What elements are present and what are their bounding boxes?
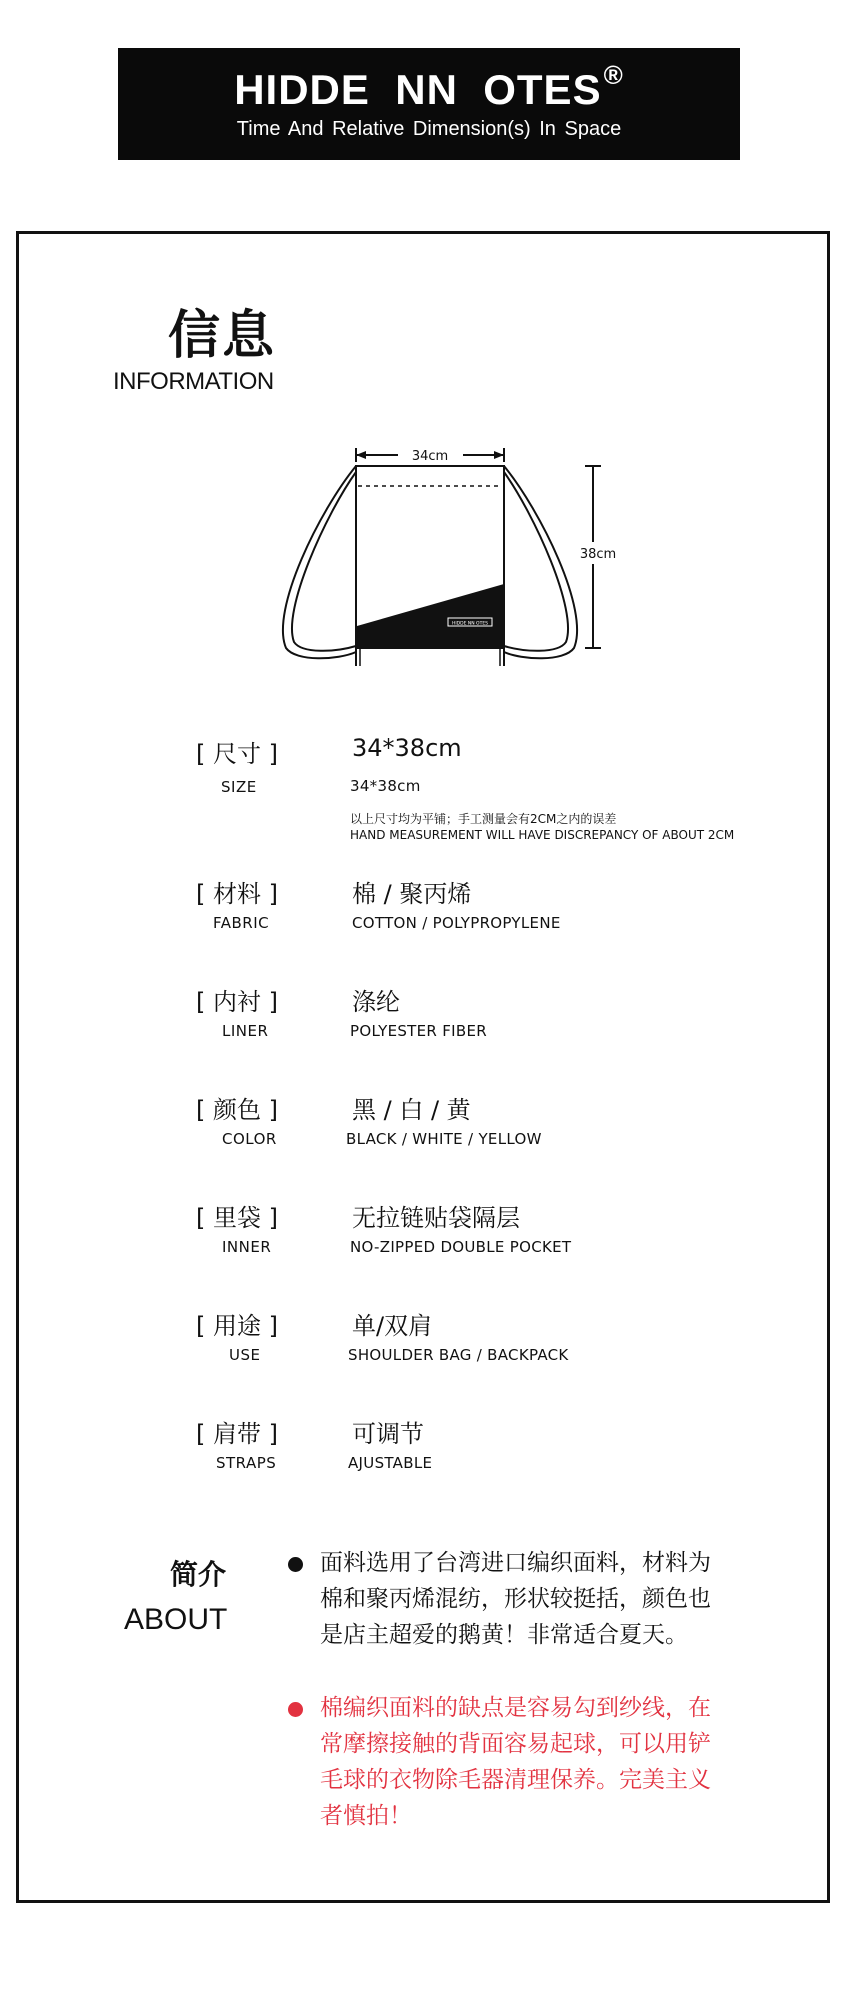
spec-value-en: 34*38cm xyxy=(350,777,421,795)
spec-value-en: COTTON / POLYPROPYLENE xyxy=(352,914,561,932)
spec-label-cn: [ 肩带 ] xyxy=(196,1420,278,1448)
spec-value-cn: 棉 / 聚丙烯 xyxy=(352,880,472,908)
brand-title-text: HIDDE NN OTES xyxy=(234,66,602,113)
registered-mark: ® xyxy=(603,60,624,90)
spec-size-note xyxy=(350,811,734,843)
brand-banner xyxy=(118,48,740,160)
info-title-en: INFORMATION xyxy=(113,368,274,395)
spec-value-cn: 可调节 xyxy=(352,1420,424,1448)
spec-label-cn: [ 颜色 ] xyxy=(196,1096,278,1124)
spec-value-en: AJUSTABLE xyxy=(348,1454,433,1472)
spec-label-en: FABRIC xyxy=(213,914,270,932)
spec-value-en: NO-ZIPPED DOUBLE POCKET xyxy=(350,1238,572,1256)
about-paragraph-care xyxy=(288,1690,728,1834)
spec-label-en: INNER xyxy=(222,1238,272,1256)
spec-value-cn: 黑 / 白 / 黄 xyxy=(352,1096,471,1124)
spec-value-cn: 涤纶 xyxy=(352,988,400,1016)
spec-label-en: COLOR xyxy=(222,1130,277,1148)
note-cn: 以上尺寸均为平铺；手工测量会有2CM之内的误差 xyxy=(350,812,617,826)
note-en: HAND MEASUREMENT WILL HAVE DISCREPANCY OF ABOUT 2CM xyxy=(350,828,735,842)
bullet-icon xyxy=(288,1702,303,1717)
bag-size-diagram xyxy=(280,430,620,680)
height-label: 38cm xyxy=(579,547,617,562)
info-title-cn: 信息 xyxy=(168,305,277,366)
bullet-icon xyxy=(288,1557,303,1572)
about-paragraph-fabric xyxy=(288,1545,728,1653)
about-paragraph-text: 面料选用了台湾进口编织面料，材料为棉和聚丙烯混纺，形状较挺括，颜色也是店主超爱的鹅黄！非常适合夏天。 xyxy=(320,1550,711,1648)
brand-title xyxy=(118,60,740,114)
spec-label-cn: [ 里袋 ] xyxy=(196,1204,278,1232)
spec-label-en: LINER xyxy=(222,1022,269,1040)
spec-label-cn: [ 材料 ] xyxy=(196,880,278,908)
width-label: 34cm xyxy=(411,449,449,464)
spec-value-cn: 单/双肩 xyxy=(352,1312,433,1340)
spec-value-en: POLYESTER FIBER xyxy=(350,1022,487,1040)
spec-value-cn: 34*38cm xyxy=(352,734,462,762)
spec-value-en: SHOULDER BAG / BACKPACK xyxy=(348,1346,569,1364)
spec-label-en: USE xyxy=(229,1346,261,1364)
about-paragraph-text: 棉编织面料的缺点是容易勾到纱线，在常摩擦接触的背面容易起球，可以用铲毛球的衣物除毛器清理保养。完美主义者慎拍！ xyxy=(320,1695,711,1829)
spec-label-cn: [ 尺寸 ] xyxy=(196,740,278,768)
spec-value-en: BLACK / WHITE / YELLOW xyxy=(346,1130,542,1148)
about-title-cn: 简介 xyxy=(170,1558,227,1591)
spec-label-cn: [ 用途 ] xyxy=(196,1312,278,1340)
brand-subtitle: Time And Relative Dimension(s) In Space xyxy=(236,118,622,140)
spec-label-en: STRAPS xyxy=(216,1454,277,1472)
spec-value-cn: 无拉链贴袋隔层 xyxy=(352,1204,520,1232)
spec-label-en: SIZE xyxy=(221,778,257,796)
spec-label-cn: [ 内衬 ] xyxy=(196,988,278,1016)
bag-tag-text: HIDDE NN OTES xyxy=(451,621,489,627)
about-title-en: ABOUT xyxy=(124,1603,228,1636)
